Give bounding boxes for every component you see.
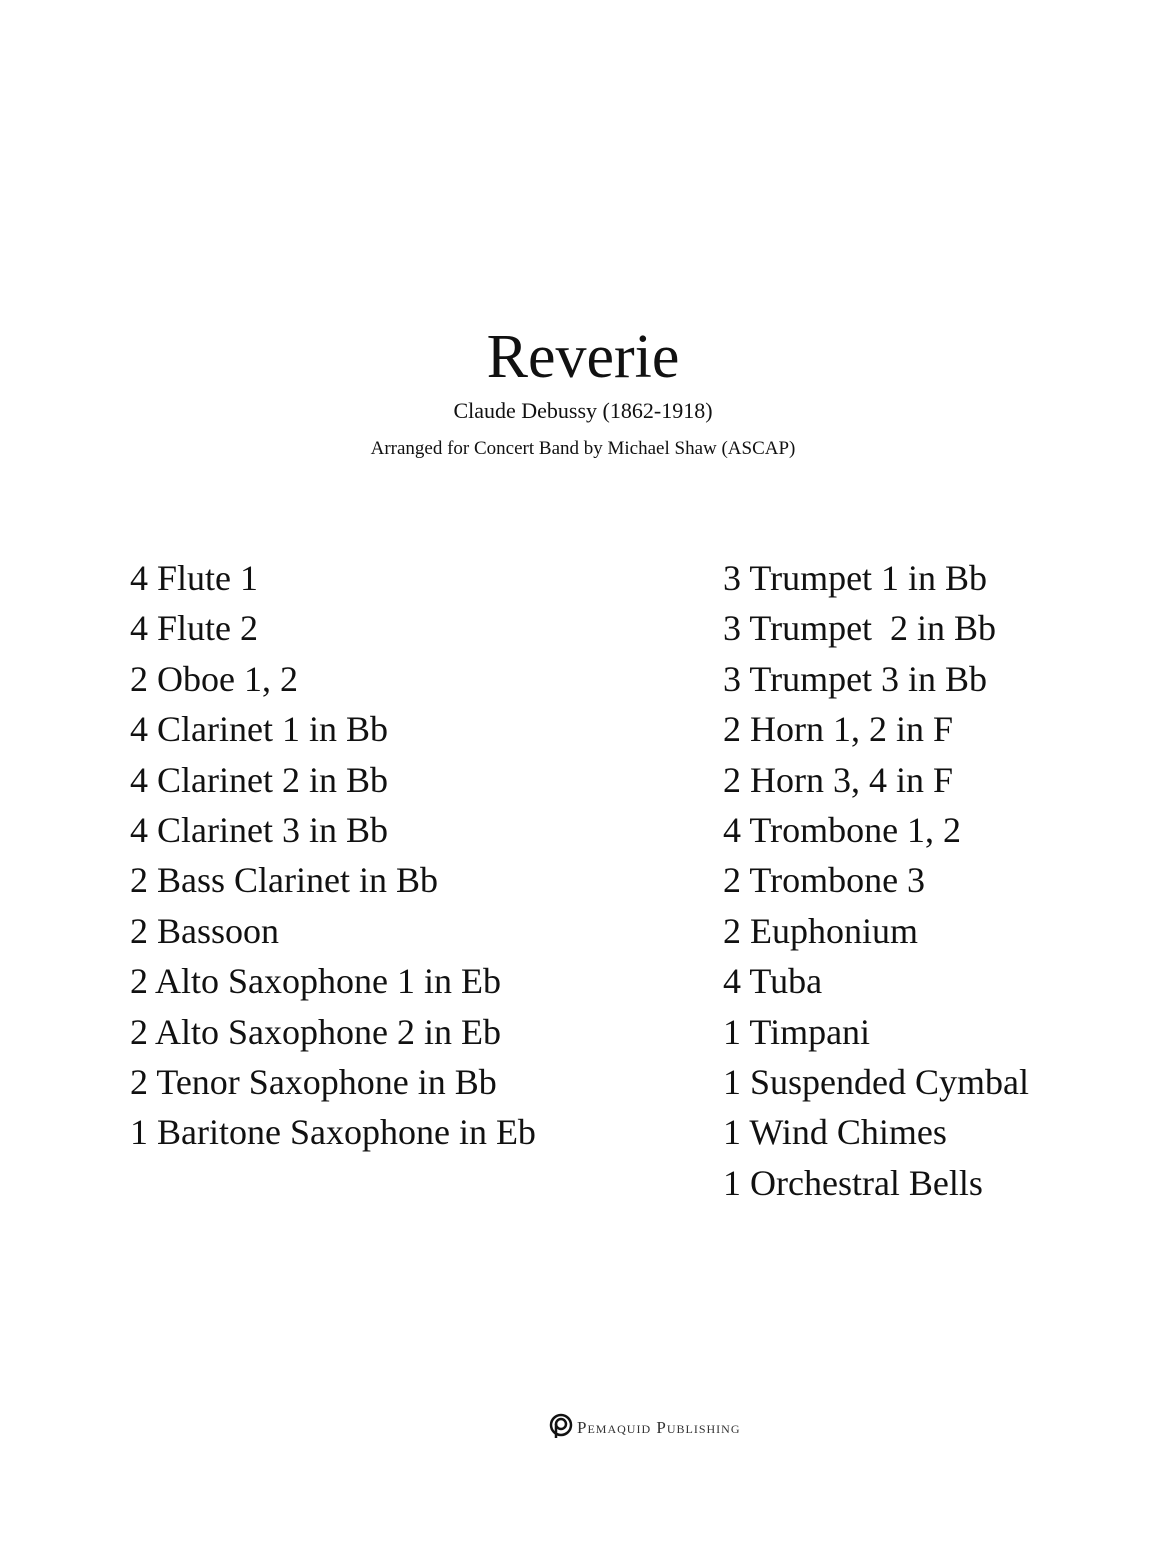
instrument-part: 2 Alto Saxophone 1 in Eb [130, 961, 501, 1002]
instrument-part: 3 Trumpet 1 in Bb [723, 558, 988, 598]
page-title: Reverie [486, 323, 680, 391]
instrument-part: 1 Baritone Saxophone in Eb [130, 1112, 536, 1153]
composer: Claude Debussy (1862-1918) [453, 398, 713, 423]
publisher-name: Pemaquid Publishing [577, 1418, 741, 1437]
arranger: Arranged for Concert Band by Michael Shaw (ASCAP) [370, 438, 796, 459]
instrument-part: 2 Euphonium [723, 910, 918, 951]
instrument-part: 4 Trombone 1, 2 [723, 810, 962, 851]
instrument-part: 2 Trombone 3 [723, 860, 926, 901]
instrument-part: 4 Flute 1 [130, 558, 259, 598]
instrument-part: 1 Orchestral Bells [723, 1162, 983, 1203]
instrument-part: 4 Flute 2 [130, 608, 259, 649]
instrument-part: 3 Trumpet 3 in Bb [723, 658, 988, 699]
instrument-part: 3 Trumpet 2 in Bb [723, 608, 997, 649]
instrument-part: 2 Horn 3, 4 in F [723, 759, 954, 800]
instrument-part: 1 Wind Chimes [723, 1112, 947, 1153]
instrument-part: 2 Oboe 1, 2 [130, 658, 298, 699]
publisher-logo-icon [549, 1413, 573, 1443]
instrument-part: 2 Bass Clarinet in Bb [130, 860, 438, 901]
publisher-footer [549, 1413, 740, 1443]
instrument-part: 2 Bassoon [130, 910, 280, 951]
instrument-part: 4 Clarinet 2 in Bb [130, 759, 388, 800]
instrument-list-left [130, 553, 536, 1158]
instrument-part: 2 Horn 1, 2 in F [723, 709, 954, 750]
instrument-part: 4 Clarinet 3 in Bb [130, 810, 388, 851]
instrument-part: 2 Alto Saxophone 2 in Eb [130, 1011, 501, 1052]
instrument-part: 4 Tuba [723, 961, 823, 1002]
instrument-part: 1 Timpani [723, 1011, 871, 1052]
instrument-part: 1 Suspended Cymbal [723, 1062, 1029, 1103]
instrument-part: 2 Tenor Saxophone in Bb [130, 1062, 497, 1103]
instrument-part: 4 Clarinet 1 in Bb [130, 709, 388, 750]
instrument-list-right [723, 553, 1029, 1208]
